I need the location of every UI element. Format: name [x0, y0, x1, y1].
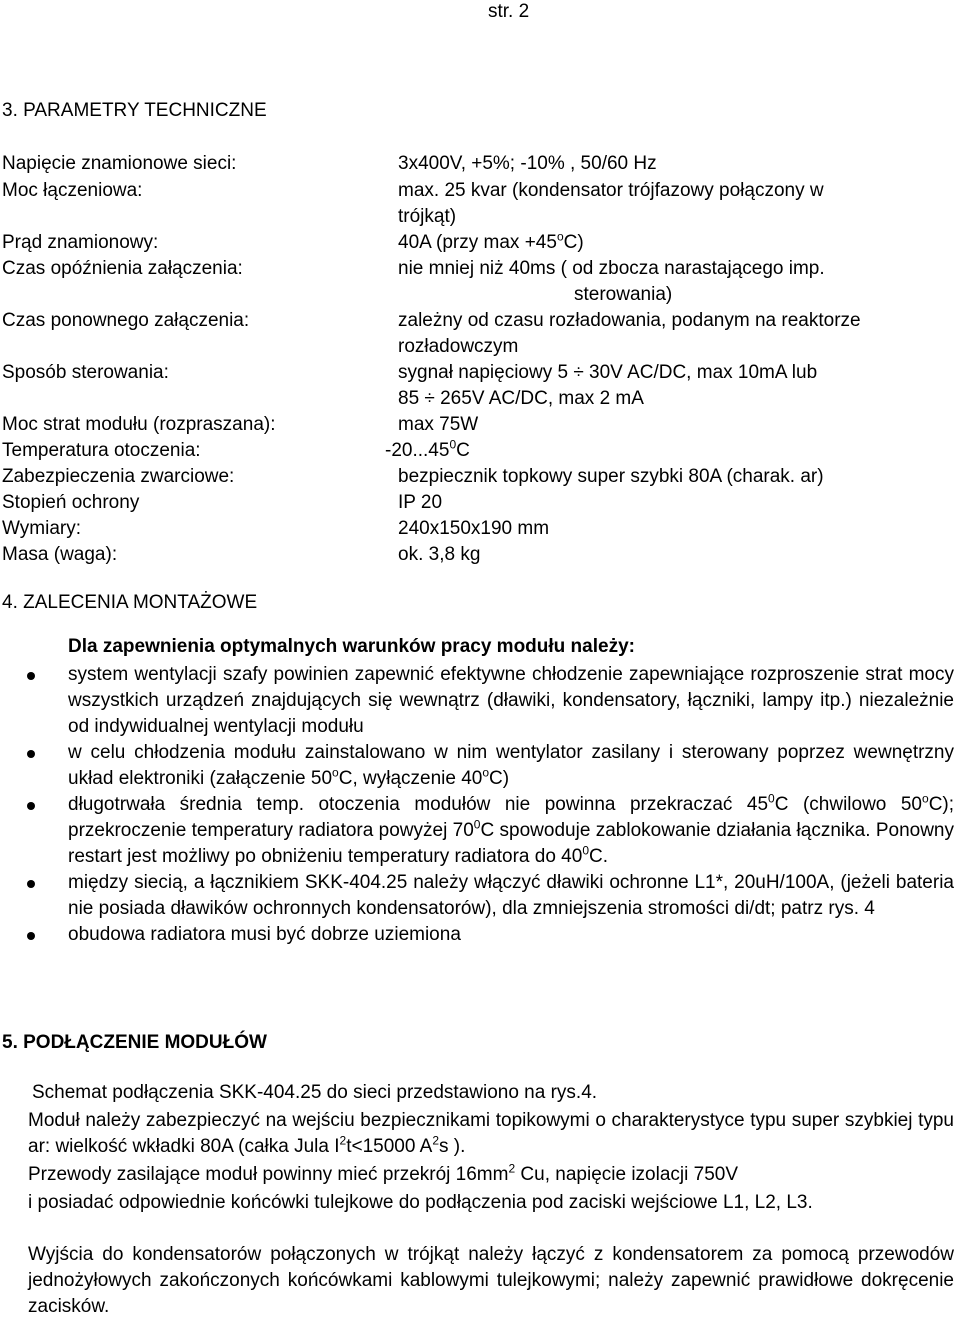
- list-item: długotrwała średnia temp. otoczenia modułów nie powinna przekraczać $45^0C$ (chwilowo 50$^o$C); przekroczenie temperatury radiatora powyżej $70^0C$ spowoduje zablokowanie działania łącznika. Ponowny restart jest możliwy po obniżeniu temperatury radiatora do $40^0C$.: [0, 792, 960, 870]
- param-value: IP 20: [398, 492, 443, 513]
- param-label: Moc łączeniowa:: [2, 180, 143, 201]
- param-value-continued: rozładowczym: [398, 336, 519, 357]
- param-value: nie mniej niż 40ms ( od zbocza narastającego imp.: [398, 258, 825, 279]
- param-label: Moc strat modułu (rozpraszana):: [2, 414, 276, 435]
- param-label: Sposób sterowania:: [2, 362, 169, 383]
- param-value-continued: trójkąt): [398, 206, 457, 227]
- param-value: 40A (przy $\max +45^oC$): [398, 229, 584, 253]
- param-value: bezpiecznik topkowy super szybki 80A (charak. ar): [398, 466, 824, 487]
- param-label: Prąd znamionowy:: [2, 232, 159, 253]
- paragraph: Moduł należy zabezpieczyć na wejściu bezpiecznikami topikowymi o charakterystyce typu super szybkiej typu ar: wielkość wkładki 80A (całka Jula $I^2t<15000$ $A^2s$ ).: [28, 1110, 954, 1157]
- list-item: w celu chłodzenia modułu zainstalowano w nim wentylator zasilany i sterowany poprzez wewnętrzny układ elektroniki (załączenie 50$^o$C, wyłączenie 40$^o$C): [0, 740, 960, 792]
- recommendations-list: [0, 662, 960, 948]
- list-item: obudowa radiatora musi być dobrze uziemiona: [0, 922, 960, 948]
- param-label: Czas ponownego załączenia:: [2, 310, 250, 331]
- param-label: Zabezpieczenia zwarciowe:: [2, 466, 235, 487]
- param-label: Czas opóźnienia załączenia:: [2, 258, 243, 279]
- paragraph: i posiadać odpowiednie końcówki tulejkowe do podłączenia pod zaciski wejściowe L1, L2, L3.: [28, 1192, 813, 1213]
- param-value: ok. 3,8 kg: [398, 544, 481, 565]
- recommendations-lead: Dla zapewnienia optymalnych warunków pracy modułu należy:: [68, 636, 635, 657]
- param-value: max 75W: [398, 414, 479, 435]
- param-label: Masa (waga):: [2, 544, 118, 565]
- section-5-title: 5. PODŁĄCZENIE MODUŁÓW: [2, 1032, 267, 1053]
- param-value-continued: 85 ÷ 265V AC/DC, max 2 mA: [398, 388, 644, 409]
- param-value: sygnał napięciowy 5 ÷ 30V AC/DC, max 10mA lub: [398, 362, 818, 383]
- bullet-icon: [27, 672, 35, 680]
- list-item: między siecią, a łącznikiem SKK-404.25 należy włączyć dławiki ochronne L1*, 20uH/100A, (jeżeli bateria nie posiada dławików ochronnych kondensatorów), dla zmniejszenia stromości di/dt; patrz rys. 4: [0, 870, 960, 922]
- param-value: max. 25 kvar (kondensator trójfazowy połączony w: [398, 180, 824, 201]
- paragraph: Przewody zasilające moduł powinny mieć przekrój $16mm^2$ Cu, napięcie izolacji 750V: [28, 1161, 739, 1185]
- bullet-icon: [27, 802, 35, 810]
- bullet-icon: [27, 880, 35, 888]
- page-number: str. 2: [488, 1, 530, 22]
- param-label: Temperatura otoczenia:: [2, 440, 201, 461]
- param-value: 240x150x190 mm: [398, 518, 550, 539]
- param-value: 3x400V, +5%; -10% , 50/60 Hz: [398, 153, 657, 174]
- section-4-title: 4. ZALECENIA MONTAŻOWE: [2, 592, 258, 613]
- param-value-continued: sterowania): [574, 284, 673, 305]
- paragraph: Schemat podłączenia SKK-404.25 do sieci przedstawiono na rys.4.: [32, 1082, 598, 1103]
- section-3-title: 3. PARAMETRY TECHNICZNE: [2, 100, 267, 121]
- bullet-icon: [27, 932, 35, 940]
- list-item: system wentylacji szafy powinien zapewnić efektywne chłodzenie zapewniające rozproszenie strat mocy wszystkich urządzeń znajdujących się wewnątrz (dławiki, kondensatory, łączniki, lampy itp.) niezależnie od indywidualnej wentylacji modułu: [0, 662, 960, 740]
- bullet-icon: [27, 750, 35, 758]
- param-label: Wymiary:: [2, 518, 81, 539]
- param-value: zależny od czasu rozładowania, podanym na reaktorze: [398, 310, 861, 331]
- paragraph: Wyjścia do kondensatorów połączonych w trójkąt należy łączyć z kondensatorem za pomocą przewodów jednożyłowych zakończonych końcówkami kablowymi tulejkowymi; należy zapewnić prawidłowe dokręcenie zacisków.: [28, 1244, 954, 1317]
- param-label: Stopień ochrony: [2, 492, 140, 513]
- param-value: -20...45$^0$C: [385, 437, 470, 461]
- param-label: Napięcie znamionowe sieci:: [2, 153, 237, 174]
